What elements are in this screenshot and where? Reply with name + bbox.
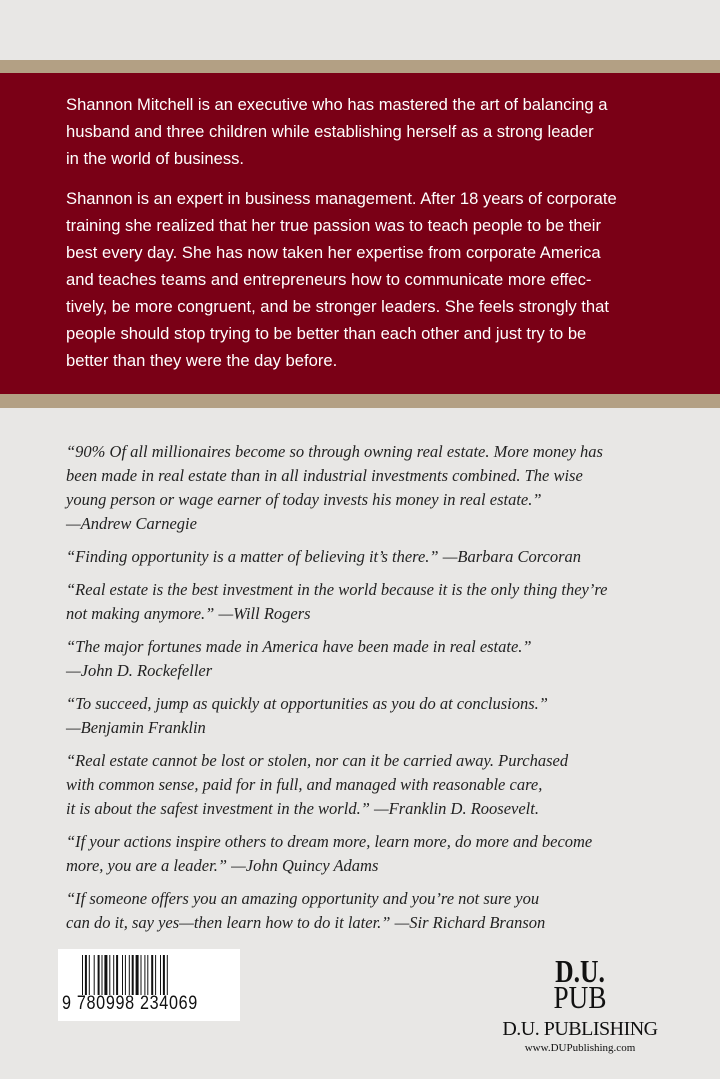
barcode-bars	[82, 955, 218, 995]
quote-line: “The major fortunes made in America have been made in real estate.”	[66, 637, 532, 656]
quote-line: young person or wage earner of today invests his money in real estate.”	[66, 490, 542, 509]
bio-paragraph-line: people should stop trying to be better than each other and just try to be	[66, 324, 587, 343]
barcode-bar	[147, 955, 148, 995]
barcode-bar	[104, 955, 107, 995]
barcode-bar	[160, 955, 161, 995]
quote	[66, 545, 696, 569]
quote-line: “90% Of all millionaires become so through owning real estate. More money has	[66, 442, 603, 461]
bio-paragraph-line: Shannon Mitchell is an executive who has mastered the art of balancing a	[66, 95, 608, 114]
logo-mark-bottom: PUB	[553, 979, 607, 1015]
barcode-bar	[141, 955, 142, 995]
bio-paragraph	[66, 185, 686, 374]
barcode-bar	[167, 955, 168, 995]
quote-line: —Benjamin Franklin	[66, 718, 206, 737]
bottom-accent-band	[0, 394, 720, 408]
quote	[66, 635, 696, 683]
bio-paragraph	[66, 91, 686, 172]
barcode-bar	[89, 955, 90, 995]
barcode-bar	[82, 955, 83, 995]
barcode-bar	[116, 955, 118, 995]
bio-paragraph-line: husband and three children while establishing herself as a strong leader	[66, 122, 594, 141]
barcode-bar	[136, 955, 139, 995]
quote-line: can do it, say yes—then learn how to do it later.” —Sir Richard Branson	[66, 913, 546, 932]
bio-paragraph-line: best every day. She has now taken her expertise from corporate America	[66, 243, 601, 262]
quote-line: more, you are a leader.” —John Quincy Adams	[66, 856, 379, 875]
quote-line: “If your actions inspire others to dream more, learn more, do more and become	[66, 832, 593, 851]
publisher-logo	[495, 953, 665, 1054]
quotes-list	[66, 440, 696, 944]
quote-line: “If someone offers you an amazing opportunity and you’re not sure you	[66, 889, 540, 908]
quote-line: been made in real estate than in all industrial investments combined. The wise	[66, 466, 583, 485]
quote	[66, 830, 696, 878]
quote-line: “Finding opportunity is a matter of believing it’s there.” —Barbara Corcoran	[66, 547, 582, 566]
bio-paragraph-line: tively, be more congruent, and be stronger leaders. She feels strongly that	[66, 297, 609, 316]
barcode-bar	[132, 955, 134, 995]
quote	[66, 887, 696, 935]
bio-paragraph-line: better than they were the day before.	[66, 351, 338, 370]
quote-line: with common sense, paid for in full, and managed with reasonable care,	[66, 775, 543, 794]
barcode-bar	[94, 955, 95, 995]
barcode-bar	[155, 955, 156, 995]
quote	[66, 692, 696, 740]
publisher-name: D.U. PUBLISHING	[502, 1018, 658, 1040]
bio-paragraph-line: Shannon is an expert in business management. After 18 years of corporate	[66, 189, 617, 208]
quote-line: —John D. Rockefeller	[66, 661, 213, 680]
isbn-barcode	[58, 949, 240, 1021]
author-bio-text	[66, 91, 686, 387]
barcode-bar	[129, 955, 130, 995]
quote-line: “Real estate is the best investment in the world because it is the only thing they’re	[66, 580, 608, 599]
barcode-bar	[109, 955, 110, 995]
barcode-bar	[102, 955, 103, 995]
barcode-bar	[98, 955, 100, 995]
publisher-url: www.DUPublishing.com	[524, 1042, 636, 1054]
barcode-bar	[125, 955, 126, 995]
quote	[66, 749, 696, 821]
bio-paragraph-line: in the world of business.	[66, 149, 245, 168]
logo-mark-top: D.U.	[555, 953, 605, 989]
isbn-number: 9 780998 234069	[62, 993, 198, 1014]
bio-paragraph-line: training she realized that her true passion was to teach people to be their	[66, 216, 602, 235]
quote-line: “To succeed, jump as quickly at opportunities as you do at conclusions.”	[66, 694, 548, 713]
quote-line: it is about the safest investment in the world.” —Franklin D. Roosevelt.	[66, 799, 539, 818]
quote-line: —Andrew Carnegie	[66, 514, 197, 533]
quote-line: “Real estate cannot be lost or stolen, nor can it be carried away. Purchased	[66, 751, 569, 770]
barcode-bar	[163, 955, 165, 995]
quote	[66, 578, 696, 626]
barcode-bar	[144, 955, 145, 995]
quote	[66, 440, 696, 536]
bio-paragraph-line: and teaches teams and entrepreneurs how to communicate more effec-	[66, 270, 592, 289]
barcode-bar	[151, 955, 153, 995]
top-accent-band	[0, 60, 720, 73]
barcode-bar	[113, 955, 114, 995]
author-bio-panel	[0, 73, 720, 394]
quote-line: not making anymore.” —Will Rogers	[66, 604, 311, 623]
barcode-bar	[122, 955, 123, 995]
barcode-bar	[85, 955, 87, 995]
